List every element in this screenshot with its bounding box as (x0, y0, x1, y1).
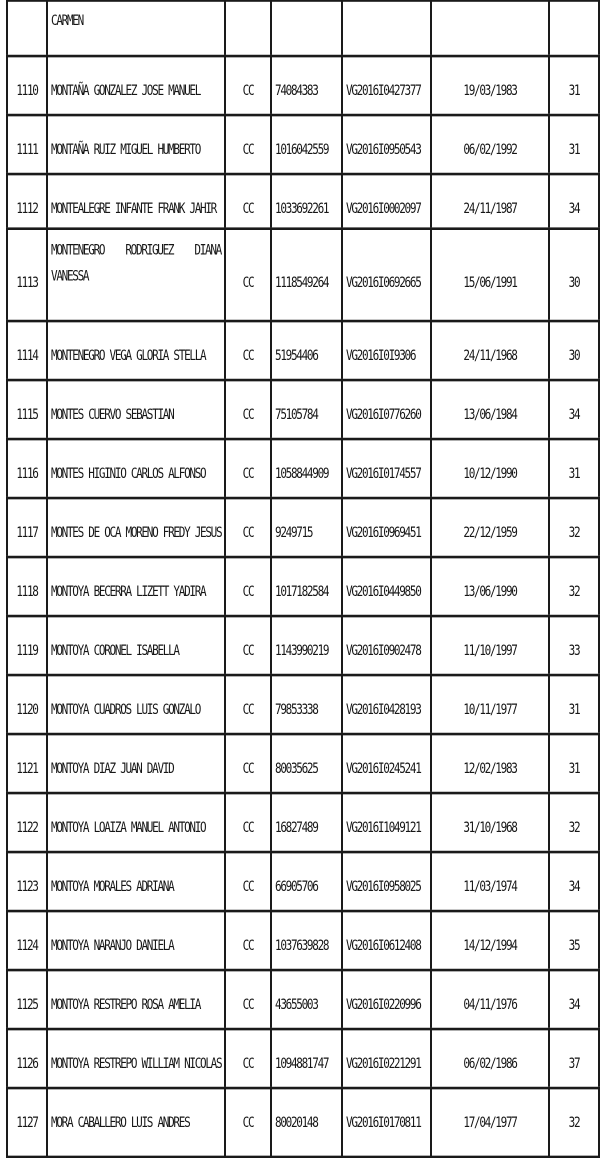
cell-code: VG2016I0969451 (341, 497, 430, 569)
cell-number: 1110 (6, 55, 46, 127)
table-row (6, 682, 600, 737)
cell-code: VG2016I0692665 (341, 227, 430, 336)
cell-doc-type: CC (224, 320, 270, 392)
cell-document-id: 9249715 (270, 497, 341, 569)
cell-doc-type: CC (224, 379, 270, 451)
cell-date: 24/11/1987 (430, 173, 548, 245)
cell-date: 06/02/1986 (430, 1028, 548, 1100)
cell-doc-type: CC (224, 1028, 270, 1100)
cell-date: 24/11/1968 (430, 320, 548, 392)
cell-name: MONTAÑA RUIZ MIGUEL HUMBERTO (46, 114, 224, 186)
cell-document-id: 43655003 (270, 969, 341, 1041)
table-row (6, 240, 600, 324)
cell-date: 10/12/1990 (430, 438, 548, 510)
cell-code: VG2016I0902478 (341, 615, 430, 687)
cell-date: 06/02/1992 (430, 114, 548, 186)
cell-doc-type: CC (224, 674, 270, 746)
cell-number: 1119 (6, 615, 46, 687)
cell-date: 11/03/1974 (430, 851, 548, 923)
cell-age: 32 (548, 792, 600, 864)
cell-age: 30 (548, 320, 600, 392)
cell-code: VG2016I0449850 (341, 556, 430, 628)
cell-number: 1117 (6, 497, 46, 569)
cell-name: MONTOYA DIAZ JUAN DAVID (46, 733, 224, 805)
cell-date: 17/04/1977 (430, 1087, 548, 1158)
cell-doc-type: CC (224, 733, 270, 805)
cell-age: 31 (548, 733, 600, 805)
table-body (6, 7, 600, 1150)
table-row (6, 564, 600, 619)
table-row (6, 387, 600, 442)
cell-document-id: 1094881747 (270, 1028, 341, 1100)
cell-code: VG2016I0958025 (341, 851, 430, 923)
cell-document-id: 51954406 (270, 320, 341, 392)
table-row (6, 122, 600, 177)
cell-name: MONTES CUERVO SEBASTIAN (46, 379, 224, 451)
cell-document-id: 1017182584 (270, 556, 341, 628)
cell-doc-type: CC (224, 969, 270, 1041)
cell-code: VG2016I0612408 (341, 910, 430, 982)
cell-name: MONTENEGRO VEGA GLORIA STELLA (46, 320, 224, 392)
cell-age: 32 (548, 497, 600, 569)
table-row-partial (6, 7, 600, 59)
registry-table (6, 3, 600, 1154)
cell-name: MONTOYA CORONEL ISABELLA (46, 615, 224, 687)
cell-age: 32 (548, 556, 600, 628)
cell-code: VG2016I0950543 (341, 114, 430, 186)
cell-number: 1113 (6, 227, 46, 336)
cell-number: 1112 (6, 173, 46, 245)
cell-document-id: 1016042559 (270, 114, 341, 186)
cell-name: MONTOYA NARANJO DANIELA (46, 910, 224, 982)
cell-number: 1123 (6, 851, 46, 923)
cell-code: VG2016I0002097 (341, 173, 430, 245)
cell-number: 1122 (6, 792, 46, 864)
cell-date: 19/03/1983 (430, 55, 548, 127)
cell-doc-type: CC (224, 851, 270, 923)
cell-code: VG2016I0174557 (341, 438, 430, 510)
cell-age: 34 (548, 851, 600, 923)
cell-number: 1111 (6, 114, 46, 186)
table-row (6, 977, 600, 1032)
table-row (6, 741, 600, 796)
cell-name: MORA CABALLERO LUIS ANDRES (46, 1087, 224, 1158)
cell-code: VG2016I0428193 (341, 674, 430, 746)
cell-age: 31 (548, 55, 600, 127)
cell-code: VG2016I0776260 (341, 379, 430, 451)
cell-age: 32 (548, 1087, 600, 1158)
cell-date: 13/06/1984 (430, 379, 548, 451)
cell-document-id: 16827489 (270, 792, 341, 864)
table-row (6, 918, 600, 973)
cell-name: MONTOYA MORALES ADRIANA (46, 851, 224, 923)
cell-doc-type: CC (224, 438, 270, 510)
cell-date: 15/06/1991 (430, 227, 548, 336)
cell-name: MONTOYA BECERRA LIZETT YADIRA (46, 556, 224, 628)
cell-doc-type: CC (224, 55, 270, 127)
table-row (6, 623, 600, 678)
cell-doc-type: CC (224, 1087, 270, 1158)
cell-document-id: 80020148 (270, 1087, 341, 1158)
cell-date: 31/10/1968 (430, 792, 548, 864)
cell-doc-type: CC (224, 497, 270, 569)
cell-date: 14/12/1994 (430, 910, 548, 982)
cell-date: 10/11/1977 (430, 674, 548, 746)
cell-code: VG2016I0I9306 (341, 320, 430, 392)
cell-number: 1120 (6, 674, 46, 746)
cell-document-id: 75105784 (270, 379, 341, 451)
table-row (6, 446, 600, 501)
table-row (6, 63, 600, 118)
cell-age: 31 (548, 674, 600, 746)
cell-age: 34 (548, 173, 600, 245)
cell-number: 1125 (6, 969, 46, 1041)
cell-number: 1114 (6, 320, 46, 392)
cell-document-id: 80035625 (270, 733, 341, 805)
cell-doc-type: CC (224, 114, 270, 186)
table-row (6, 1095, 600, 1150)
cell-number: 1127 (6, 1087, 46, 1158)
cell-date: 13/06/1990 (430, 556, 548, 628)
cell-number: 1116 (6, 438, 46, 510)
cell-doc-type: CC (224, 792, 270, 864)
cell-number: 1126 (6, 1028, 46, 1100)
cell-number: 1115 (6, 379, 46, 451)
cell-name: MONTEALEGRE INFANTE FRANK JAHIR (46, 173, 224, 245)
cell-name: MONTES DE OCA MORENO FREDY JESUS (46, 497, 224, 569)
table-row (6, 859, 600, 914)
table-row (6, 328, 600, 383)
cell-document-id: 66905706 (270, 851, 341, 923)
cell-age: 33 (548, 615, 600, 687)
cell-number: 1124 (6, 910, 46, 982)
cell-name: MONTAÑA GONZALEZ JOSE MANUEL (46, 55, 224, 127)
cell-age: 30 (548, 227, 600, 336)
cell-document-id: 79853338 (270, 674, 341, 746)
cell-name: MONTENEGRO RODRIGUEZ DIANA VANESSA (46, 227, 224, 336)
cell-document-id: 1037639828 (270, 910, 341, 982)
cell-age: 37 (548, 1028, 600, 1100)
cell-document-id: 1058844909 (270, 438, 341, 510)
table-row (6, 505, 600, 560)
cell-age: 31 (548, 438, 600, 510)
cell-doc-type: CC (224, 910, 270, 982)
cell-number: 1121 (6, 733, 46, 805)
cell-document-id: 74084383 (270, 55, 341, 127)
table-row (6, 800, 600, 855)
cell-document-id: 1033692261 (270, 173, 341, 245)
cell-document-id: 1118549264 (270, 227, 341, 336)
cell-name: MONTOYA RESTREPO WILLIAM NICOLAS (46, 1028, 224, 1100)
cell-code: VG2016I0220996 (341, 969, 430, 1041)
cell-age: 31 (548, 114, 600, 186)
cell-date: 04/11/1976 (430, 969, 548, 1041)
cell-code: VG2016I0245241 (341, 733, 430, 805)
cell-age: 34 (548, 379, 600, 451)
cell-date: 22/12/1959 (430, 497, 548, 569)
cell-doc-type: CC (224, 556, 270, 628)
cell-name: MONTOYA LOAIZA MANUEL ANTONIO (46, 792, 224, 864)
cell-date: 11/10/1997 (430, 615, 548, 687)
cell-code: VG2016I0170811 (341, 1087, 430, 1158)
cell-number: 1118 (6, 556, 46, 628)
cell-doc-type: CC (224, 227, 270, 336)
cell-age: 34 (548, 969, 600, 1041)
cell-code: VG2016I0427377 (341, 55, 430, 127)
cell-doc-type: CC (224, 173, 270, 245)
cell-age: 35 (548, 910, 600, 982)
cell-document-id: 1143990219 (270, 615, 341, 687)
cell-doc-type: CC (224, 615, 270, 687)
cell-name: MONTOYA CUADROS LUIS GONZALO (46, 674, 224, 746)
cell-name: MONTES HIGINIO CARLOS ALFONSO (46, 438, 224, 510)
cell-name: MONTOYA RESTREPO ROSA AMELIA (46, 969, 224, 1041)
cell-date: 12/02/1983 (430, 733, 548, 805)
cell-code: VG2016I1049121 (341, 792, 430, 864)
cell-name: CARMEN (46, 0, 224, 67)
table-row (6, 1036, 600, 1091)
cell-code: VG2016I0221291 (341, 1028, 430, 1100)
